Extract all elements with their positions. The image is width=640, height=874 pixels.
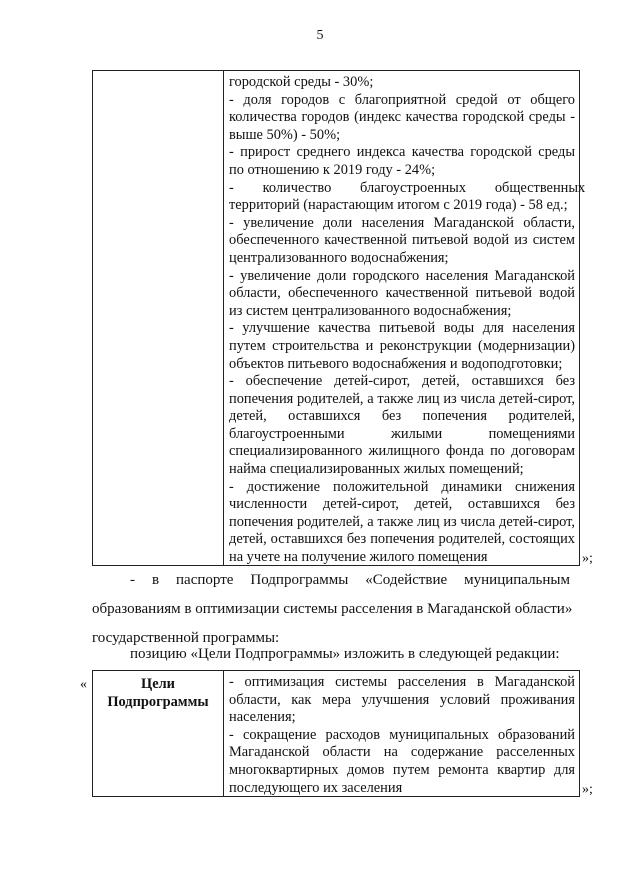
text-line: - улучшение качества питьевой воды для населения [229, 320, 575, 337]
goals-heading-line2: Подпрограммы [107, 694, 209, 710]
text-line: - увеличение доли городского населения Магаданской [229, 267, 575, 284]
table2-closing-quote: »; [582, 782, 593, 797]
text-line: - увеличение доли населения Магаданской области, [229, 214, 575, 231]
table-left-cell [93, 71, 224, 565]
text-line: области, как мера улучшения условий проживания [229, 691, 575, 708]
text-line: Магаданской области на содержание расселенных [229, 744, 575, 761]
table2-opening-quote: « [80, 677, 87, 692]
goals-content-cell [224, 671, 579, 796]
text-line: - сокращение расходов муниципальных образований [229, 726, 575, 743]
text-line: - прирост среднего индекса качества городской среды [229, 144, 575, 161]
text-line: - обеспечение детей-сирот, детей, оставшихся без [229, 373, 575, 390]
page-number: 5 [316, 28, 324, 43]
text-line: специализированного жилищного фонда по договорам [229, 443, 575, 460]
text-line: - оптимизация системы расселения в Магаданской [229, 674, 575, 690]
text-line: - достижение положительной динамики снижения [229, 478, 575, 495]
text-line: попечения родителей, а также лиц из числа детей-сирот, [229, 513, 575, 530]
goals-heading-line1: Цели [141, 676, 175, 692]
targets-table-continuation [92, 70, 586, 566]
text-line: обеспеченного качественной питьевой водой из систем [229, 232, 575, 249]
text-line: населения; [229, 709, 296, 726]
text-line: путем строительства и реконструкции (модернизации) [229, 337, 575, 354]
targets-list [229, 74, 586, 567]
goals-list [229, 674, 575, 797]
text-line: детей, оставшихся без попечения родителей, состоящих [229, 531, 575, 548]
text-line: последующего их заселения [229, 779, 403, 796]
text-line: из систем централизованного водоснабжения; [229, 302, 512, 319]
amendment-paragraph-line3: государственной программы: [92, 630, 280, 646]
text-line: - количество благоустроенных общественных [229, 179, 586, 196]
text-line: - доля городов с благоприятной средой от общего [229, 91, 575, 108]
text-line: городской среды - 30%; [229, 74, 374, 90]
text-line: территорий (нарастающим итогом с 2019 года) - 58 ед.; [229, 197, 568, 214]
instruction-paragraph: позицию «Цели Подпрограммы» изложить в следующей редакции: [130, 646, 560, 662]
text-line: детей, оставшихся без попечения родителей, [229, 408, 575, 425]
amendment-paragraph-line2: образованиям в оптимизации системы расселения в Магаданской области» [92, 601, 573, 617]
text-line: благоустроенными жилыми помещениями [229, 425, 575, 442]
text-line: централизованного водоснабжения; [229, 249, 449, 266]
text-line: выше 50%) - 50%; [229, 126, 341, 143]
text-line: найма специализированных жилых помещений; [229, 461, 524, 478]
text-line: на учете на получение жилого помещения [229, 549, 488, 566]
table1-closing-quote: »; [582, 551, 593, 566]
text-line: области, обеспеченного качественной питьевой водой [229, 285, 575, 302]
subprogram-goals-table [92, 670, 580, 797]
text-line: многоквартирных домов путем ремонта квартир для [229, 761, 575, 778]
amendment-paragraph-line1: - в паспорте Подпрограммы «Содействие муниципальным [130, 572, 570, 588]
text-line: по отношению к 2019 году - 24%; [229, 161, 436, 178]
text-line: количества городов (индекс качества городской среды - [229, 109, 575, 126]
text-line: численности детей-сирот, детей, оставшихся без [229, 496, 575, 513]
text-line: объектов питьевого водоснабжения и водоподготовки; [229, 355, 563, 372]
goals-heading-cell [93, 671, 224, 796]
table-right-cell [224, 71, 586, 566]
text-line: попечения родителей, а также лиц из числа детей-сирот, [229, 390, 575, 407]
